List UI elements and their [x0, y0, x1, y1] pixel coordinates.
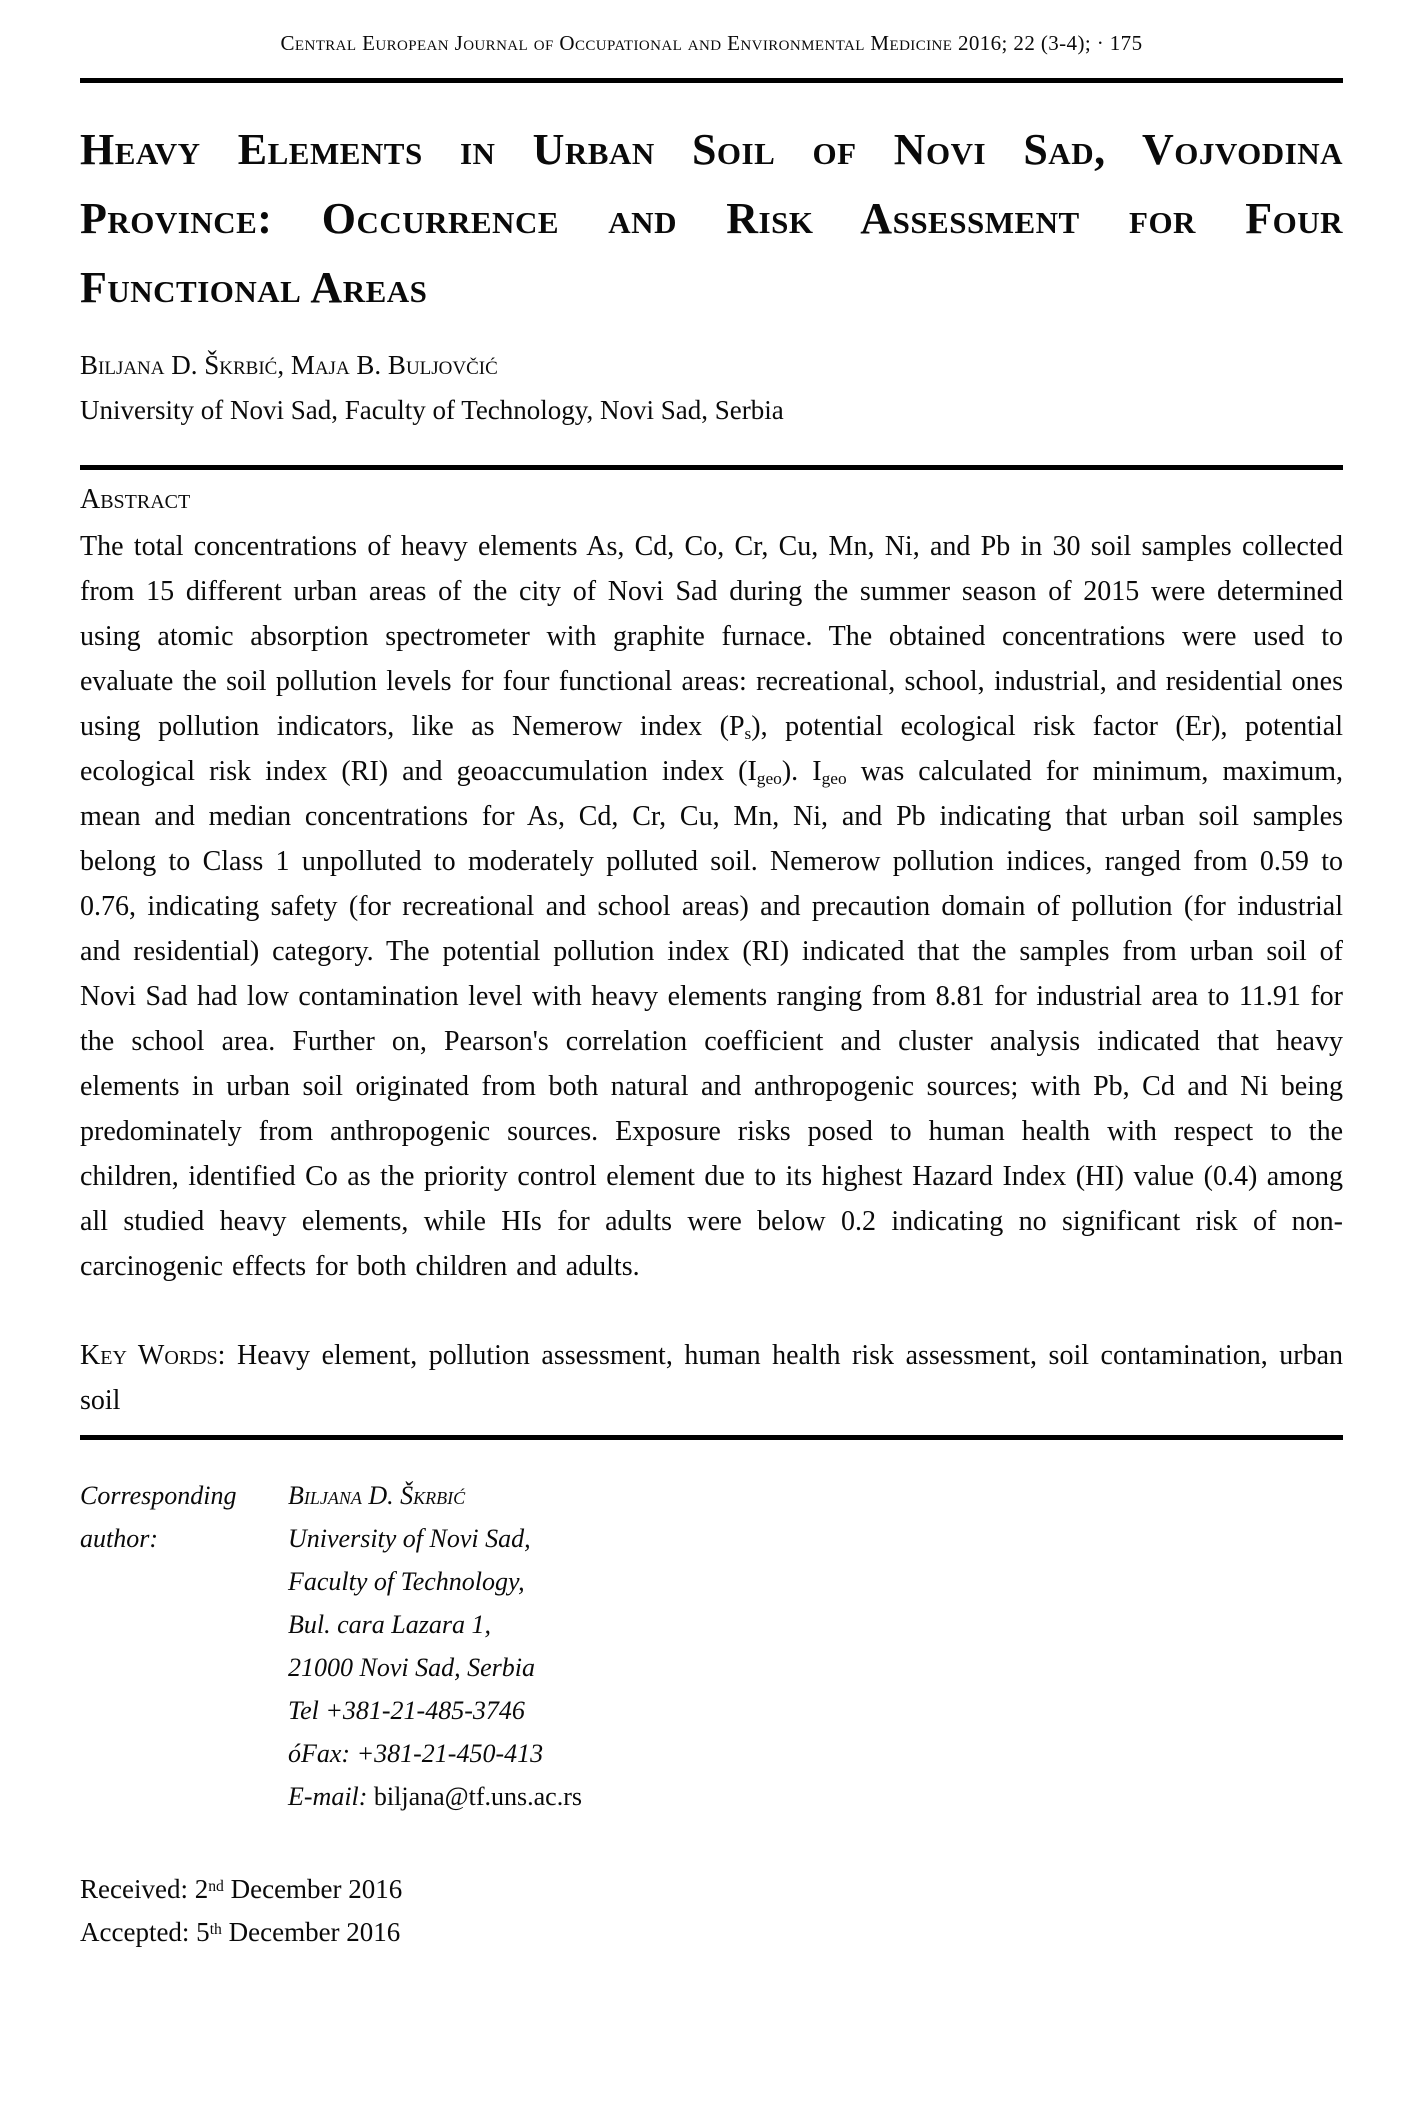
authors-line: Biljana D. Škrbić, Maja B. Buljovčić — [80, 350, 498, 380]
paper-title — [80, 115, 1343, 322]
abstract-text-segment: ). I — [781, 756, 822, 787]
address-line-faculty: Faculty of Technology, — [288, 1567, 525, 1596]
abstract-text-segment: The total concentrations of heavy elements As, Cd, Co, Cr, Cu, Mn, Ni, and Pb in 30 soil samples collected from 15 different urban areas of the city of Novi Sad during the summer season of 2015 were determined using atomic absorption spectrometer with graphite furnace. The obtained concentrations were used to evaluate the soil pollution levels for four functional areas: recreational, school, industrial, and residential ones using pollution indicators, like as Nemerow index (P — [80, 531, 1343, 742]
title-line-2: Province: Occurrence and Risk Assessment for Four — [80, 194, 1343, 243]
abstract-paragraph — [80, 524, 1343, 1289]
address-line-city: 21000 Novi Sad, Serbia — [288, 1653, 535, 1682]
abstract-text-segment: ), potential ecological risk factor (Er), potential ecological risk index (RI) and geoaccumulation index (I — [80, 711, 1343, 787]
corresponding-author-details — [288, 1474, 1343, 1818]
abstract-heading: Abstract — [80, 484, 191, 515]
corresponding-author-block — [80, 1474, 1343, 1818]
email-line — [288, 1775, 1343, 1818]
received-date-rest: December 2016 — [223, 1874, 403, 1904]
keywords-label: Key Words: — [80, 1340, 226, 1371]
affiliation-line: University of Novi Sad, Faculty of Technology, Novi Sad, Serbia — [80, 395, 784, 425]
dates-block — [80, 1868, 1343, 1954]
address-line-street: Bul. cara Lazara 1, — [288, 1610, 491, 1639]
corresponding-author-label: Corresponding author: — [80, 1481, 237, 1553]
received-text: Received: 2 — [80, 1874, 209, 1904]
telephone-line: Tel +381-21-485-3746 — [288, 1696, 525, 1725]
journal-header-line: Central European Journal of Occupational and Environmental Medicine 2016; 22 (3-4); · 175 — [280, 31, 1143, 55]
received-ordinal-suffix: nd — [208, 1877, 224, 1895]
abstract-top-rule — [80, 465, 1343, 470]
corresponding-author-name: Biljana D. Škrbić — [288, 1481, 466, 1510]
subscript-igeo: geo — [756, 768, 782, 788]
title-line-1: Heavy Elements in Urban Soil of Novi Sad, Vojvodina — [80, 125, 1343, 174]
keywords-bottom-rule — [80, 1435, 1343, 1440]
abstract-text-segment: was calculated for minimum, maximum, mean and median concentrations for As, Cd, Cr, Cu, Mn, Ni, and Pb indicating that urban soil samples belong to Class 1 unpolluted to moderately polluted soil. Nemerow pollution indices, ranged from 0.59 to 0.76, indicating safety (for recreational and school areas) and precaution domain of pollution (for industrial and residential) category. The potential pollution index (RI) indicated that the samples from urban soil of Novi Sad had low contamination level with heavy elements ranging from 8.81 for industrial area to 11.91 for the school area. Further on, Pearson's correlation coefficient and cluster analysis indicated that heavy elements in urban soil originated from both natural and anthropogenic sources; with Pb, Cd and Ni being predominately from anthropogenic sources. Exposure risks posed to human health with respect to the children, identified Co as the priority control element due to its highest Hazard Index (HI) value (0.4) among all studied heavy elements, while HIs for adults were below 0.2 indicating no significant risk of non-carcinogenic effects for both children and adults. — [80, 756, 1343, 1282]
accepted-ordinal-suffix: th — [209, 1920, 222, 1938]
accepted-text: Accepted: 5 — [80, 1917, 210, 1947]
accepted-date-rest: December 2016 — [221, 1917, 401, 1947]
email-label: E-mail: — [288, 1782, 368, 1811]
email-address: biljana@tf.uns.ac.rs — [367, 1782, 582, 1811]
header-rule — [80, 78, 1343, 83]
keywords-paragraph — [80, 1333, 1343, 1423]
title-line-3: Functional Areas — [80, 263, 428, 312]
keywords-text: Heavy element, pollution assessment, human health risk assessment, soil contamination, urban soil — [80, 1340, 1343, 1416]
fax-line: óFax: +381-21-450-413 — [288, 1739, 544, 1768]
subscript-ps: s — [744, 723, 752, 743]
address-line-university: University of Novi Sad, — [288, 1524, 531, 1553]
accepted-line — [80, 1911, 1343, 1954]
subscript-igeo: geo — [821, 768, 847, 788]
received-line — [80, 1868, 1343, 1911]
